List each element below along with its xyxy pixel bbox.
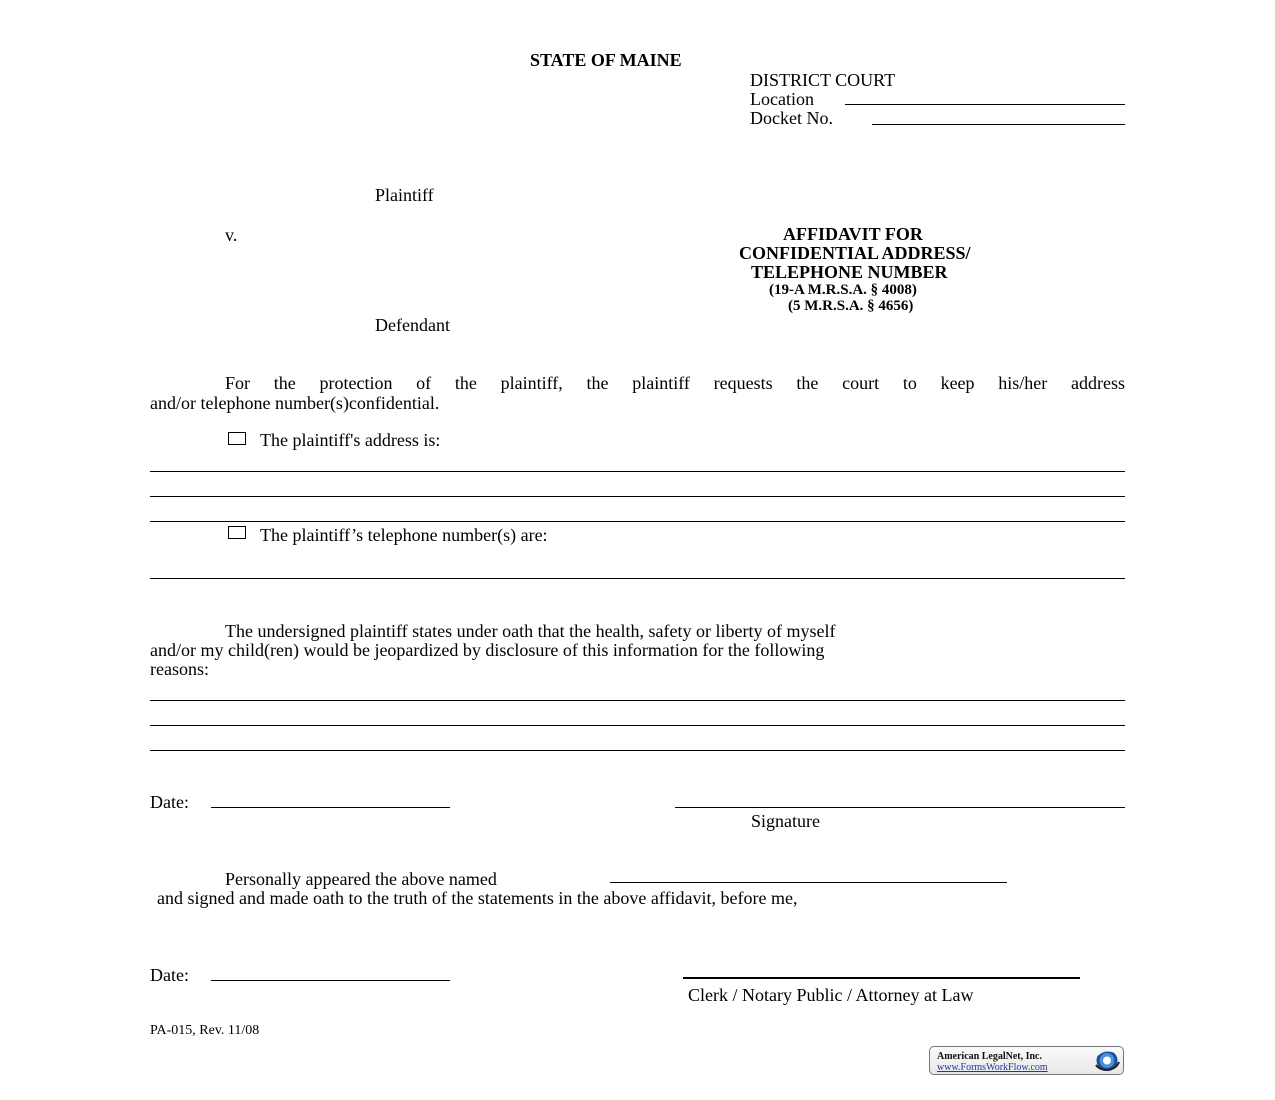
notary-date-field[interactable] [211, 980, 450, 981]
location-field[interactable] [845, 104, 1125, 105]
form-title-line-1: AFFIDAVIT FOR [783, 224, 923, 244]
plaintiff-label: Plaintiff [375, 185, 434, 205]
docket-label: Docket No. [750, 108, 833, 128]
logo-url-link[interactable]: www.FormsWorkFlow.com [937, 1062, 1048, 1073]
form-title-line-2: CONFIDENTIAL ADDRESS/ [739, 243, 971, 263]
oath-paragraph-line-3: reasons: [150, 659, 209, 679]
globe-swirl-icon [1093, 1048, 1120, 1073]
address-option-label: The plaintiff's address is: [260, 430, 441, 450]
notary-oath-text: and signed and made oath to the truth of the statements in the above affidavit, before me, [157, 888, 798, 908]
oath-paragraph-line-1: The undersigned plaintiff states under oath that the health, safety or liberty of myself [225, 621, 836, 641]
address-line-2[interactable] [150, 496, 1125, 497]
intro-paragraph-line-1 [225, 374, 1125, 392]
docket-number-field[interactable] [872, 124, 1125, 125]
form-title-line-3: TELEPHONE NUMBER [751, 262, 948, 282]
reasons-line-1[interactable] [150, 700, 1125, 701]
defendant-label: Defendant [375, 315, 450, 335]
logo-company-name: American LegalNet, Inc. [937, 1051, 1042, 1062]
court-name: DISTRICT COURT [750, 70, 896, 90]
signature-date-label: Date: [150, 792, 189, 812]
intro-text-1: For the protection of the plaintiff, the plaintiff requests the court to keep his/her address [225, 373, 1125, 393]
forms-workflow-logo[interactable] [929, 1046, 1124, 1075]
notary-date-label: Date: [150, 965, 189, 985]
form-number: PA-015, Rev. 11/08 [150, 1023, 260, 1038]
intro-paragraph-line-2: and/or telephone number(s)confidential. [150, 393, 440, 413]
reasons-line-2[interactable] [150, 725, 1125, 726]
appeared-text: Personally appeared the above named [225, 869, 497, 889]
address-line-1[interactable] [150, 471, 1125, 472]
notary-signature-field[interactable] [683, 977, 1080, 979]
appeared-name-field[interactable] [610, 882, 1007, 883]
state-heading: STATE OF MAINE [530, 50, 682, 70]
statute-reference-1: (19-A M.R.S.A. § 4008) [769, 282, 917, 298]
oath-paragraph-line-2: and/or my child(ren) would be jeopardized by disclosure of this information for the following [150, 640, 825, 660]
signature-field[interactable] [675, 807, 1125, 808]
signature-date-field[interactable] [211, 807, 450, 808]
reasons-line-3[interactable] [150, 750, 1125, 751]
location-label: Location [750, 89, 814, 109]
address-line-3[interactable] [150, 521, 1125, 522]
phone-option-label: The plaintiff’s telephone number(s) are: [260, 525, 548, 545]
phone-checkbox[interactable] [228, 526, 246, 539]
phone-line[interactable] [150, 578, 1125, 579]
notary-official-label: Clerk / Notary Public / Attorney at Law [688, 985, 974, 1005]
address-checkbox[interactable] [228, 432, 246, 445]
signature-label: Signature [751, 811, 820, 831]
statute-reference-2: (5 M.R.S.A. § 4656) [788, 298, 914, 314]
versus-label: v. [225, 225, 238, 245]
